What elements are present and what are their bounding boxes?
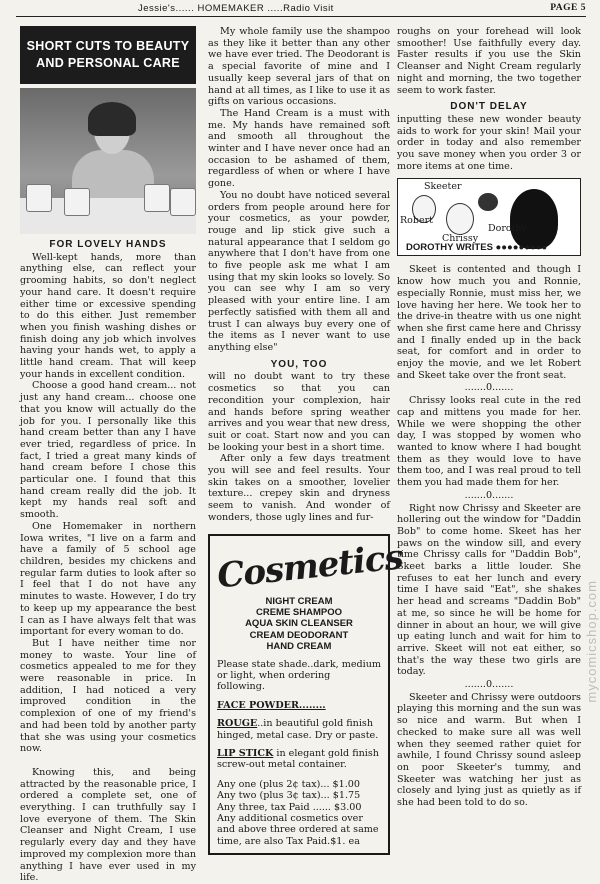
paragraph: will no doubt want to try these cosmetics so that you can recondition your complexion, hair and hands before spring weather arrives and you wear that new dress, suit or coat. Start now and you can be looking your best in a short time. bbox=[208, 371, 390, 453]
paragraph: One Homemaker in northern Iowa writes, "I live on a farm and have a family of 5 school age children, besides my chickens and regular farm duties to look after so I feel that I do not have any minutes to waste. However, I do try to keep up my appearance the best I can as I have always felt that was important for every woman to do. bbox=[20, 520, 196, 638]
cosmetics-logo: Cosmetics bbox=[215, 536, 405, 596]
subhead-lovely-hands: FOR LOVELY HANDS bbox=[49, 239, 167, 250]
paragraph: Skeeter and Chrissy were outdoors playing this morning and the sun was so nice and warm. But when I checked to make sure all was well when they seemed rather quiet for awhile, I found Chrissy sound asleep on poor Skeeter's tummy, and Skeeter was watching her just as closely and lying just as quietly as if she had been told to do so. bbox=[397, 691, 581, 809]
price-line: Any additional cosmetics over and above three ordered at same time, are also Tax Paid.$1. ea bbox=[217, 813, 379, 847]
watermark: mycomicshop.com bbox=[584, 580, 599, 703]
name-robert: Robert bbox=[400, 215, 433, 227]
shade-note: Please state shade..dark, medium or light, when ordering following. bbox=[217, 658, 382, 693]
product-item: CREAM DEODORANT bbox=[249, 629, 349, 641]
product-item: NIGHT CREAM bbox=[265, 595, 333, 607]
dorothy-silhouette bbox=[510, 189, 558, 249]
separator: .......0....... bbox=[464, 489, 514, 501]
separator: .......0....... bbox=[464, 679, 514, 691]
paragraph: Right now Chrissy and Skeeter are hollering out the window for "Daddin Bob" to come home. Skeet has her paws on the window sill, and every time Chrissy calls for "Daddin Bob", Skeet barks a little louder. She refuses to eat her lunch and every time I have said "Eat", she shakes her head and screams "Daddin Bob" at me, so since he will be home for dinner in about an hour, we will give up eating lunch and wait for him to arrive. Skeet will not eat either, so that's the way these two girls are today. bbox=[397, 502, 581, 678]
lipstick-text: in elegant gold finish screw-out metal container. bbox=[217, 748, 379, 771]
paragraph: My whole family use the shampoo as they like it better than any other we have ever tried. The Deodorant is a special favorite of mine and I usually keep several jars of that on hand at all times, as I like to use it as gifts on various occasions. bbox=[208, 26, 390, 108]
paragraph: Skeet is contented and though I know how much you and Ronnie, especially Ronnie, must miss her, we love having her here. We took her to the drive-in theatre with us one night when she first came here and Chrissy and I finally ended up in the back seat, for comfort and in order to enjoy the movie, and we let Robert and Skeet take over the front seat. bbox=[397, 264, 581, 381]
rouge-label: ROUGE bbox=[217, 718, 258, 730]
dorothy-writes-heading: DOROTHY WRITES ●●●●●●●●● bbox=[406, 241, 548, 253]
face-powder: FACE POWDER........ bbox=[217, 699, 326, 711]
paragraph: The Hand Cream is a must with me. My hands have remained soft and smooth all throughout the winter and I have never once had an occasion to be ashamed of them, regardless of when or where I have gone. bbox=[208, 107, 390, 190]
price-line: Any one (plus 2¢ tax)... $1.00 bbox=[217, 778, 361, 790]
paragraph: Well-kept hands, more than anything else, can reflect your grooming habits, so don't neglect your hand care. It doesn't require either time or excessive spending to do this either. Just remember when you finish washing dishes or finish doing any job which involves having your hands wet, to apply a little hand cream. That will keep your hands in excellent condition. bbox=[20, 251, 196, 380]
price-line: Any three, tax Paid ...... $3.00 bbox=[217, 801, 362, 813]
column-1 bbox=[20, 26, 196, 884]
price-line: Any two (plus 3¢ tax)... $1.75 bbox=[217, 790, 361, 802]
header-title: Jessie's...... HOMEMAKER .....Radio Visit bbox=[138, 3, 334, 14]
separator: .......0....... bbox=[464, 382, 514, 394]
page-header bbox=[16, 2, 586, 17]
subhead-you-too: YOU, TOO bbox=[270, 358, 328, 370]
name-dorothy: Dorothy bbox=[488, 223, 527, 235]
paragraph: Knowing this, and being attracted by the reasonable price, I ordered a complete set, one of everything. I can truthfully say I love everyone of them. The Skin Cleanser and Night Cream, I use regularly every day and they have improved my complexion more than anything I have ever used in my life. bbox=[20, 766, 196, 884]
name-chrissy: Chrissy bbox=[442, 233, 479, 245]
column-2 bbox=[208, 26, 405, 855]
price-list bbox=[217, 779, 381, 847]
paragraph: inputting these new wonder beauty aids to work for your skin! Mail your order in today and also remember you save money when you order 3 or more items at one time. bbox=[397, 113, 581, 172]
skeeter-figure bbox=[478, 193, 498, 211]
paragraph: roughs on your forehead will look smoother! Use faithfully every day. Faster results if you use the Skin Cleanser and Night Cream regularly night and morning, the two together seem to work faster. bbox=[397, 26, 581, 96]
column-3 bbox=[397, 26, 581, 809]
subhead-dont-delay: DON'T DELAY bbox=[450, 101, 528, 113]
paragraph: You no doubt have noticed several orders from people around here for your cosmetics, as your powder, rouge and lip stick give such a natural appearance that I seldom go anywhere that I don't have from one to five people ask me what I am using that my skin looks so lovely. So you can see why I am so very pleased with your entire line. I am perfectly satisfied with them all and trust I can always buy every one of the items as I never want to use anything else" bbox=[208, 189, 390, 353]
lipstick-item bbox=[217, 748, 381, 771]
cosmetics-ad bbox=[208, 534, 405, 856]
hand-cream-photo bbox=[20, 88, 196, 234]
product-list bbox=[217, 596, 381, 653]
chrissy-figure bbox=[446, 203, 474, 235]
product-item: HAND CREAM bbox=[266, 641, 332, 653]
name-skeeter: Skeeter bbox=[424, 181, 462, 193]
product-item: AQUA SKIN CLEANSER bbox=[245, 618, 353, 630]
paragraph: Choose a good hand cream... not just any hand cream... choose one that you know will actually do the job for you. I personally like this hand cream better than any I have ever tried, regardless of price. In fact, I tried a great many kinds of hand cream before I chose this particular one. I found that this hand cream really did the job. It kept my hands real soft and smooth. bbox=[20, 380, 196, 521]
paragraph: After only a few days treatment you will see and feel results. Your skin takes on a smoother, lovelier texture... crepey skin and dryness seem to vanish. And wonder of wonders, those ugly lines and fur- bbox=[208, 453, 390, 523]
rouge-text: ..in beautiful gold finish hinged, metal case. Dry or paste. bbox=[217, 718, 379, 741]
paragraph: Chrissy looks real cute in the red cap and mittens you made for her. While we were shopping the other day, I was stopped by women who wanted to know where I had bought them as they would love to have them too, and I was real proud to tell them you had made them for her. bbox=[397, 395, 581, 489]
rouge-item bbox=[217, 718, 381, 741]
family-portrait bbox=[397, 178, 581, 256]
section-title-box: SHORT CUTS TO BEAUTY AND PERSONAL CARE bbox=[20, 26, 196, 84]
product-item: CREME SHAMPOO bbox=[255, 606, 343, 618]
lipstick-label: LIP STICK bbox=[217, 748, 274, 759]
page-number: PAGE 5 bbox=[550, 3, 586, 13]
paragraph: But I have neither time nor money to waste. Your line of cosmetics appealed to me for they were reasonable in price. In addition, I had noticed a very improved condition in the complexion of one of my friend's and had been told by another party that she was using your cosmetics now. bbox=[20, 637, 196, 755]
